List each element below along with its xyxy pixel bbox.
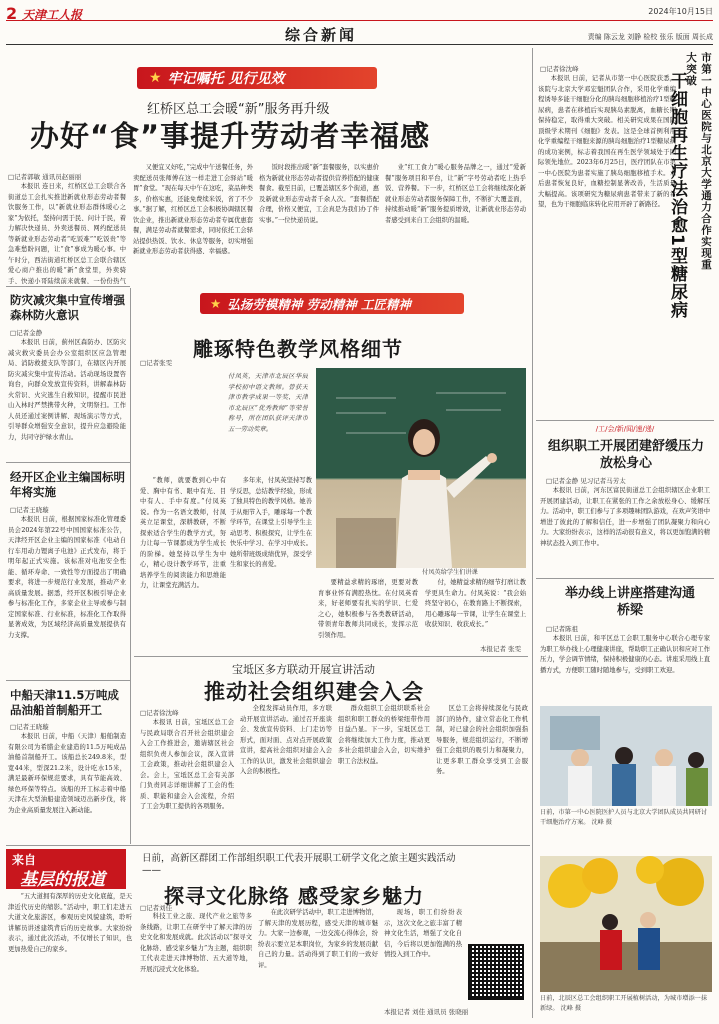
standard-headline: 经开区企业主编国标明年将实施	[10, 470, 125, 499]
hospital-photo-illustration	[540, 706, 712, 806]
banner-top	[137, 67, 377, 89]
header-rule	[6, 44, 713, 45]
cell-vertical-title-2: 干细胞再生疗法治愈1型糖尿病	[667, 72, 687, 319]
section-title: 综合新闻	[285, 26, 358, 44]
paper-name: 天津工人报	[22, 8, 83, 22]
teacher-body-col2: 多年来，付凤英坚持写教学反思，总结教学经验，形成了独具特色的教学风格。她善于从细节入手，雕琢每一个教学环节，在课堂上引导学生主动思考、积极探究，让学生在快乐中学习、在学习中成长。她所带班级成绩优异，深受学生和家长的喜爱。	[230, 477, 312, 568]
planting-photo-illustration	[540, 856, 712, 992]
banner-top-text: 牢记嘱托 见行见效	[167, 71, 285, 87]
culture-byline: □记者刘佳	[140, 904, 173, 912]
middle-divider-2	[6, 845, 530, 846]
food-byline: □记者郭敏 通讯员赵丽丽	[8, 173, 82, 181]
food-body-col1: 本报讯 连日来，红桥区总工会联合各街道总工会扎实推进新就业形态劳动者餐饮服务工作，以“新就业形态群体暖心之家”为依托，坚持问需于民、问计于民，着力解决快递员、外卖送餐员、网约配送员等新就业形态劳动者“吃饭难”“吃饭贵”等急难愁盼问题，让“食”事成为暖心事。中午时分，西沽街道红桥区总工会联合辖区爱心商户推出的暖“新”食堂里，外卖骑手、快递小哥陆续前来就餐，一份份热气	[8, 183, 126, 284]
ship-headline: 中船天津11.5万吨成品油船首制船开工	[10, 688, 119, 717]
right-column-divider	[532, 48, 533, 1018]
social-body-col1: 本报讯 日前，宝坻区总工会与民政局联合召开社会组织建会入会工作推进会，邀请辖区社会组织负责人参加会议，深入宣讲工会政策，推动社会组织建会入会。会上，宝坻区总工会有关部门负责同志详细讲解了工会的性质、职能和建会入会流程，介绍了工会为职工提供的各项服务。	[140, 719, 234, 810]
planting-photo	[540, 856, 712, 992]
social-headline: 推动社会组织建会入会	[204, 680, 424, 704]
hospital-photo-caption: 日前，市第一中心医院医护人员与北京大学团队成员共同研讨干细胞治疗方案。 沈峰 摄	[540, 809, 708, 826]
fire-headline: 防灾减灾集中宣传增强森林防火意识	[10, 293, 125, 322]
teacher-credit: 本报记者 张雯	[480, 645, 522, 653]
culture-headline: 探寻文化脉络 感受家乡魅力	[164, 884, 424, 908]
left-divider-3	[6, 680, 130, 681]
left-divider-2	[6, 462, 130, 463]
teacher-body-col3: 要精益求精的琢磨，更要对教育事业怀有满腔热忱。在付凤英看来，好老师要有扎实的学识、仁爱之心，她积极参与各类教研活动，带领青年教师共同成长，发挥示范引领作用。	[318, 579, 418, 639]
bridge-headline: 举办线上讲座搭建沟通桥梁	[564, 586, 695, 618]
grassroots-line2: 基层的报道	[20, 870, 105, 890]
editor-credits: 责编 陈云龙 刘静 检校 张乐 版面 周长成	[587, 33, 713, 41]
ship-body: 本报讯 日前，中船（天津）船舶制造有限公司为希腊企业建造的11.5万吨成品油船首制船开工。该船总长249.8米，型宽44米，型深21.2米，设计吃水15米，满足最新环保规范要求，具有节能高效、绿色环保等特点。该船的开工标志着中船天津在大型油船建造领域迈出新步伐，将为企业高质量发展注入新动能。	[8, 733, 126, 814]
star-icon: ★	[210, 296, 222, 311]
hospital-photo	[540, 706, 712, 806]
fire-byline: □记者金静	[10, 329, 43, 337]
bridge-byline: □记者陈祖	[546, 625, 579, 633]
culture-subhead: 日前，高新区群团工作部组织职工代表开展职工研学文化之旅主题实践活动——	[142, 853, 456, 876]
culture-body-col3: 在此次研学活动中，职工走进博物馆，了解天津的发展历程，感受天津的城市魅力。大家一边参观，一边交流心得体会，纷纷表示要立足本职岗位，为家乡的发展贡献自己的力量。活动得到了职工们的一致好评。	[258, 909, 378, 969]
teacher-body-col1: “教师，就要教到心中有爱、胸中有书、眼中有光、目中有人、手中有度。”付凤英说。作为一名语文教师，付凤英立足课堂，深耕教研，不断探索适合学生的教学方式，努力让每一节课都成为学生成长的阶梯。她坚持以学生为中心，精心设计教学环节，注重培养学生的阅读能力和思维能力，让课堂充满活力。	[140, 477, 226, 589]
social-body-col3: 群众组织工会组织联系社会组织和职工群众的桥梁纽带作用日益凸显。下一步，宝坻区总工会将继续加大工作力度，推动更多社会组织建会入会，切实维护职工合法权益。	[338, 705, 430, 765]
social-body-col4: 区总工会将持续深化与民政部门的协作，建立常态化工作机制，对已建会的社会组织加强指导服务，规范组织运行，不断增强工会组织的吸引力和凝聚力，让更多职工群众享受到工会服务。	[436, 705, 528, 775]
cell-byline: □记者徐沈峰	[540, 65, 579, 73]
standard-byline: □记者王晓璇	[10, 506, 49, 514]
social-subhead: 宝坻区多方联动开展宣讲活动	[232, 663, 375, 676]
grassroots-banner	[6, 849, 126, 889]
cell-vertical-title-1: 市第一中心医院与北京大学通力合作实现重大突破	[685, 52, 712, 271]
service-body: 本报讯 日前，河东区富民街道总工会组织辖区企业职工开展团建活动，让职工在紧张的工作之余放松身心、缓解压力。活动中，职工们参与了多项趣味团队游戏，在欢声笑语中增进了彼此的了解和信任，进一步增强了团队凝聚力和向心力。大家纷纷表示，这样的活动很有意义，将以更加饱满的精神状态投入到工作中。	[540, 487, 710, 547]
right-divider-2	[536, 578, 714, 579]
social-body-col2: 全程发挥动员作用，多方联动开展宣讲活动。通过召开座谈会、发放宣传资料、上门走访等形式，面对面、点对点开展政策宣讲，提高社会组织对建会入会工作的认识，激发社会组织建会入会的积极性。	[240, 705, 332, 775]
cell-body: 本报讯 日前，记者从市第一中心医院获悉，该院与北京大学邓宏魁团队合作，采用化学重编程诱导多能干细胞分化的胰岛细胞移植治疗1型糖尿病，患者在移植后实现胰岛素脱离，血糖长期保持稳定，取得重大突破。相关研究成果在国际顶级学术期刊《细胞》发表。这是全球首例利用化学重编程干细胞来源的胰岛细胞治疗1型糖尿病的成功案例，标志着我国在再生医学领域处于国际领先地位。2023年6月25日，医疗团队在市第一中心医院为患者实施了胰岛细胞移植手术。术后患者恢复良好，血糖控制显著改善，生活质量大幅提高。该项研究为糖尿病患者带来了新的希望，也为干细胞临床转化应用开辟了新路径。	[538, 75, 676, 208]
qr-code[interactable]	[468, 944, 524, 1000]
left-divider-1	[6, 286, 130, 287]
teacher-photo-illustration	[316, 368, 526, 568]
worker-news-column-tag: /工/会/新/闻/速/递/	[595, 425, 655, 433]
food-body-col3: 饭时段推出暖“新”套餐服务，以实惠价格为新就业形态劳动者提供营养搭配的健康餐食。截至目前，已覆盖辖区多个街道，惠及新就业形态劳动者千余人次。“套餐搭配合理，价格又便宜，工会真是为我们办了件实事。”一位快递员说。	[259, 164, 379, 224]
teacher-photo	[316, 368, 526, 568]
social-byline: □记者徐沈峰	[140, 709, 179, 717]
star-icon: ★	[149, 70, 162, 86]
ship-byline: □记者王晓璇	[10, 723, 49, 731]
page-number: 2	[6, 4, 18, 23]
left-inner-divider	[130, 288, 131, 844]
food-headline: 办好“食”事提升劳动者幸福感	[30, 119, 431, 153]
teacher-intro: 付凤英，天津市北辰区华辰学校初中语文教师。曾获天津市教学成果一等奖、天津市北辰区“优秀教师”等荣誉称号，所在团队获评天津市五一劳动奖章。	[228, 373, 308, 433]
page-header	[0, 0, 719, 46]
teacher-byline: □记者张雯	[140, 359, 173, 367]
banner-spirit	[200, 293, 464, 314]
food-body-col2: 又便宜又好吃，”完成中午送餐任务，外卖配送员张师傅在这一样走进工会驿站“暖胃”食堂。“现在每天中午在这吃，菜品种类多，价格实惠，还能免费续米饭，省了不少事。”据了解，红桥区总工会积极协调辖区餐饮企业，推出新就业形态劳动者专属优惠套餐，满足劳动者就餐需求，同时依托工会驿站提供热饭、饮水、休息等服务，切实增强新就业形态劳动者获得感、幸福感。	[133, 164, 253, 255]
issue-date: 2024年10月15日	[648, 7, 713, 16]
culture-body-col1: “五大道拥有深厚的历史文化底蕴，是天津近代历史的缩影。”活动中，职工们走进五大道文化旅游区，参观历史风貌建筑，聆听讲解员讲述建筑背后的历史故事。大家纷纷表示，通过此次活动，不仅增长了知识，也更加热爱自己的家乡。	[8, 893, 132, 953]
right-divider-1	[536, 420, 714, 421]
service-byline: □记者金静 见习记者马芳太	[546, 477, 626, 485]
planting-photo-caption: 日前，北辰区总工会组织职工开展植树活动，为城市增添一抹新绿。 沈峰 摄	[540, 995, 708, 1012]
bridge-body: 本报讯 日前，和平区总工会职工服务中心联合心理专家为职工举办线上心理健康讲座，帮助职工正确认识和应对工作压力，学会调节情绪，保持积极健康的心态。讲座采用线上直播方式，方便职工随时随地参与，受到职工欢迎。	[540, 635, 710, 674]
fire-body: 本报讯 日前，蓟州区森防办、区防灾减灾救灾委员会办公室组织区应急管理局、消防救援支队等部门，在辖区内开展防灾减灾集中宣传活动。活动现场设置咨询台，向群众发放宣传资料，讲解森林防火常识、火灾逃生自救知识，提醒市民进山入林时严禁携带火种，文明祭扫。工作人员还通过案例讲解、现场演示等方式，引导群众增强安全意识，提升应急避险能力，共同守护绿水青山。	[8, 339, 126, 441]
standard-body: 本报讯 日前，根据国家标准化管理委员会2024年第22号中国国家标准公告，天津经开区企业主编的国家标准《电动自行车用动力锂离子电池》正式发布，将于明年起正式实施。该标准对电池安全性能、循环寿命、一致性等方面提出了明确要求，将进一步规范行业发展，推动产业高质量发展。据悉，经开区积极引导企业参与标准化工作，多家企业主导或参与制定国家标准、行业标准，标准化工作取得显著成效，为区域经济高质量发展提供有力支撑。	[8, 516, 126, 639]
teacher-photo-caption: 付凤英给学生们讲课	[422, 569, 478, 576]
food-subhead: 红桥区总工会暖“新”服务再升级	[147, 102, 330, 117]
banner-spirit-text: 弘扬劳模精神 劳动精神 工匠精神	[227, 296, 411, 312]
middle-divider-1	[134, 656, 528, 657]
culture-body-col4: 现场，职工们纷纷表示，这次文化之旅丰富了精神文化生活，增强了文化自信，今后将以更加饱满的热情投入到工作中。	[384, 909, 462, 958]
teacher-body-col4: 付，她精益求精的细节打磨让教学更具生命力。付凤英说：“我会始终坚守初心，在教育路上不断探索，用心雕琢每一节课，让学生在课堂上收获知识、收获成长。”	[425, 579, 526, 628]
service-headline: 组织职工开展团建舒缓压力放松身心	[547, 439, 704, 471]
teacher-headline: 雕琢特色教学风格细节	[193, 337, 403, 361]
culture-credit: 本报记者 刘佳 通讯员 张晓丽	[384, 1008, 469, 1016]
grassroots-line1: 来自	[12, 853, 37, 867]
top-rule	[6, 20, 713, 21]
food-body-col4: 业“红工食力”暖心服务品牌之一，通过“爱新餐”服务项目和平台，让“新”字号劳动者吃上热乎饭、营养餐。下一步，红桥区总工会将继续深化新就业形态劳动者服务保障工作，不断扩大覆盖面，持续推动暖“新”服务提质增效，让新就业形态劳动者感受到来自工会组织的温暖。	[385, 164, 526, 224]
culture-body-col2: 科技工业之旅、现代产业之旅等多条线路，让职工在研学中了解天津的历史文化和发展成就。此次活动以“探寻文化脉络、感受家乡魅力”为主题，组织职工代表走进天津博物馆、五大道等地，开展沉浸式文化体验。	[140, 913, 252, 973]
